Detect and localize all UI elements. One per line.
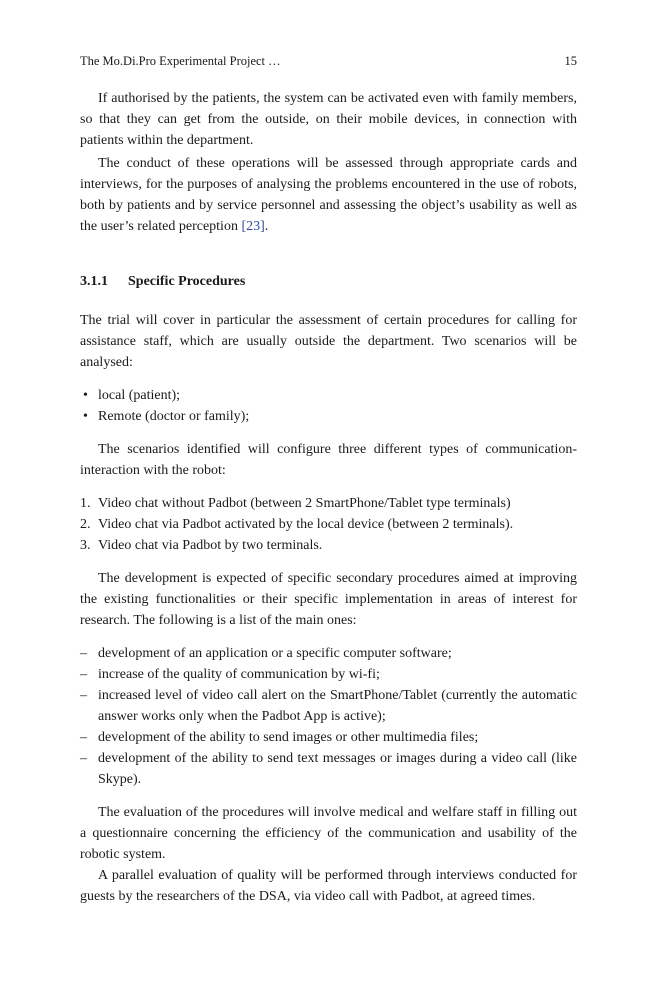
list-item-text: increase of the quality of communication by wi-fi; [98,667,380,682]
dash-marker: – [80,646,87,661]
communication-type-list [80,493,577,556]
list-item-text: local (patient); [98,388,181,403]
list-item [80,748,577,790]
running-title: The Mo.Di.Pro Experimental Project … [80,54,281,68]
number-marker: 1. [80,496,91,511]
list-item [80,685,577,727]
list-item [80,643,577,664]
running-head [80,53,577,69]
dash-marker: – [80,667,87,682]
list-item-text: development of the ability to send text messages or images during a video call (like Skype). [98,751,577,787]
bullet-marker: • [83,388,88,403]
scenario-list [80,385,577,427]
paragraph-evaluation: The evaluation of the procedures will involve medical and welfare staff in filling out a questionnaire concerning the efficiency of the communication and usability of the robotic system. [80,805,577,862]
list-item-text: Video chat via Padbot by two terminals. [98,538,323,553]
list-item-text: development of the ability to send images or other multimedia files; [98,730,479,745]
citation-link[interactable]: [23] [241,219,265,234]
list-item-text: development of an application or a specific computer software; [98,646,452,661]
body-text [80,88,577,907]
number-marker: 3. [80,538,91,553]
list-item-text: Remote (doctor or family); [98,409,250,424]
bullet-marker: • [83,409,88,424]
section-heading [80,271,577,292]
list-item [80,493,577,514]
paragraph-intro: The trial will cover in particular the assessment of certain procedures for calling for assistance staff, which are usually outside the department. Two scenarios will be analysed: [80,313,577,370]
list-item [80,385,577,406]
section-number: 3.1.1 [80,274,108,289]
list-item [80,535,577,556]
dash-marker: – [80,751,87,766]
list-item [80,514,577,535]
page-number: 15 [564,54,577,68]
paragraph-assessment [80,153,577,237]
list-item [80,406,577,427]
list-item-text: increased level of video call alert on the SmartPhone/Tablet (currently the automatic answer works only when the Padbot App is active); [98,688,577,724]
section-title: Specific Procedures [128,274,246,289]
list-item-text: Video chat via Padbot activated by the local device (between 2 terminals). [98,517,514,532]
paragraph-parallel-evaluation: A parallel evaluation of quality will be performed through interviews conducted for guests by the researchers of the DSA, via video call with Padbot, at agreed times. [80,868,577,904]
dash-marker: – [80,730,87,745]
paragraph-assessment-text: The conduct of these operations will be assessed through appropriate cards and interviews, for the purposes of analysing the problems encountered in the use of robots, both by patients and by service personnel and assessing the object’s usability as well as the user’s related perception [80,156,577,234]
list-item [80,727,577,748]
paragraph-assessment-end: . [264,219,269,234]
list-item-text: Video chat without Padbot (between 2 SmartPhone/Tablet type terminals) [98,496,511,511]
paragraph-authorisation: If authorised by the patients, the system can be activated even with family members, so that they can get from the outside, on their mobile devices, in connection with patients within the department. [80,91,577,148]
number-marker: 2. [80,517,91,532]
paragraph-config-intro: The scenarios identified will configure three different types of communication-interaction with the robot: [80,442,577,478]
paragraph-development-intro: The development is expected of specific secondary procedures aimed at improving the existing functionalities or their specific implementation in areas of interest for research. The following is a list of the main ones: [80,571,577,628]
dash-marker: – [80,688,87,703]
development-list [80,643,577,790]
list-item [80,664,577,685]
